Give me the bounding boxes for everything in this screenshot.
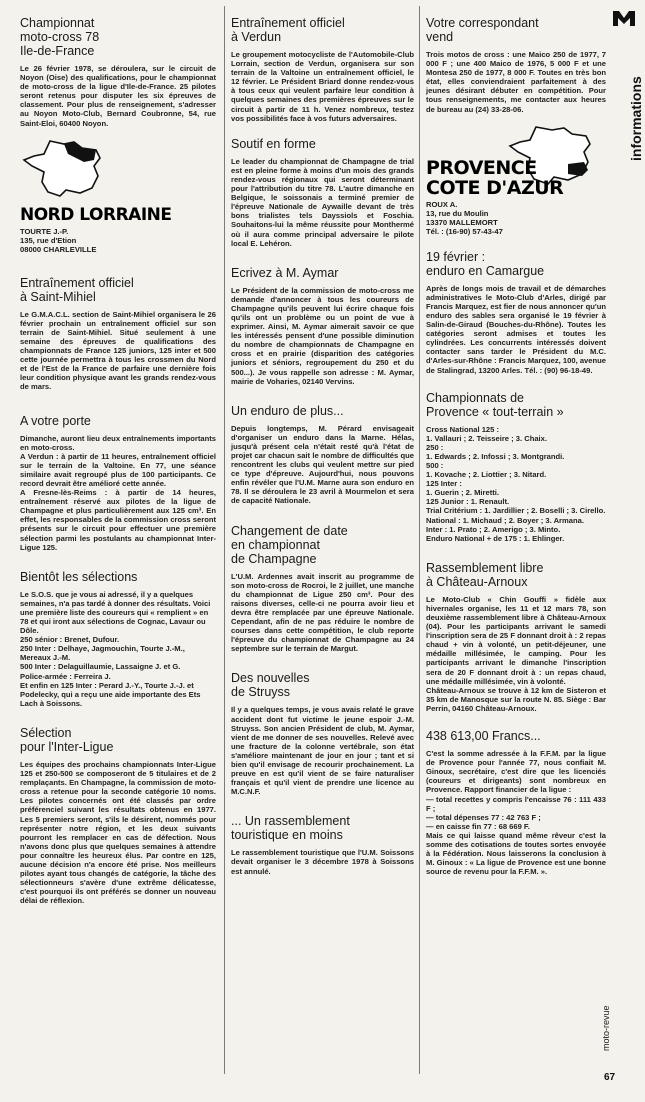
france-map-icon [20,138,112,198]
article-body-verdun: Le groupement motocycliste de l'Automobile-Club Lorrain, section de Verdun, organisera sur son terrain de la Valtoine un entraînement officiel, le 12 février. Le Président Briard donne rendez-vous à tous ceux qui veulent parfaire leur condition à quelques semaines des premières épreuves sur le circuit à partir de 11 h. Venez nombreux, testez vos possibilités face à vos futurs adversaires. [231,50,414,123]
magazine-logo-icon [611,8,637,28]
article-title-francs: 438 613,00 Francs... [426,729,541,744]
page-number: 67 [604,1072,616,1083]
article-body-enduro-de-plus: Depuis longtemps, M. Pérard envisageait d'organiser un enduro dans la Marne. Hélas, jusqu'à présent cela n'était resté qu'à l'état de projet car chacun sait le nombre de difficultés que rencontrent les clubs qui veulent mettre sur pied ce type d'épreuve. Aujourd'hui, nous pouvons enfin révéler que l'U.M. Marne aura son enduro en 78. Il se déroulera le 23 avril à Mourmelon et sera de capacité Nationale. [231,423,414,506]
article-body-aymar: Le Président de la commission de moto-cross me demande d'annoncer à tous les coureurs de Champagne qu'ils peuvent lui écrire chaque fois qu'ils ont un problème ou un point de vue à exprimer. Ainsi, M. Aymar aimerait savoir ce que les intéressés pensent d'une possible diminution du nombre de championnats de Champagne en cross et en prairie (disparition des catégories juniors et séniors, regroupement du 250 et du 500...). Je vous rappelle son adresse : M. Aymar, mairie de Voharies, 02140 Vervins. [231,285,414,386]
article-title-aymar: Ecrivez à M. Aymar [231,265,339,280]
article-body-selections: Le S.O.S. que je vous ai adressé, il y a quelques semaines, n'a pas tardé à donner des résultats. Voici une première liste des coureurs qui « remplient » en 78 et qui iront aux sélections de Cognac, Lavaur ou Dôle. 250 sénior : Brenet, Dufour. 250 Inter : Delhaye, Jagmouchin, Tourte J.-M., Mereaux J.-M. 500 Inter : Delaguillaumie, Lassaigne J. et G. Police-armée : Ferreira J. Et enfin en 125 Inter : Perard J.-Y., Tourte J.-J. et Podelecky, qui a reçu une aide importante des Ets Lach à Soissons. [20,589,211,708]
column-rule [224,6,225,1074]
correspondent-contact: ROUX A. 13, rue du Moulin 13370 MALLEMORT Tél. : (16-90) 57-43-47 [426,199,503,236]
article-title-chateau-arnoux: Rassemblement libre à Château-Arnoux [426,560,544,589]
column-right [426,0,606,886]
column-rule [419,6,420,1074]
article-title-enduro-de-plus: Un enduro de plus... [231,403,344,418]
article-body-championnats-provence: Cross National 125 : 1. Vallauri ; 2. Teisseire ; 3. Chaix. 250 : 1. Edwards ; 2. Infossi ; 3. Montgrandi. 500 : 1. Kovache ; 2. Liottier ; 3. Nitard. 125 Inter : 1. Guerin ; 2. Miretti. 125 Junior : 1. Renault. Trial Critérium : 1. Jardillier ; 2. Boselli ; 3. Cirello. National : 1. Michaud ; 2. Boyer ; 3. Armana. Inter : 1. Prato ; 2. Amerigo ; 3. Minto. Enduro National + de 175 : 1. Ehlinger. [426,424,606,543]
article-title-inter-ligue: Sélection pour l'Inter-Ligue [20,725,114,754]
article-body-changement-date: L'U.M. Ardennes avait inscrit au programme de son moto-cross de Rocroi, le 2 juillet, une manche du championnat de Ligue 250 cm³. Pour des raisons diverses, celle-ci ne pourra avoir lieu et devra être remplacée par une épreuve Nationale. Cependant, afin de ne pas réduire le nombre de courses dans cette compétition, le club reporte l'épreuve du championnat de Champagne au 24 septembre sur le terrain de Margut. [231,571,414,654]
article-title-correspondant-vend: Votre correspondant vend [426,16,539,44]
article-title-selections: Bientôt les sélections [20,569,138,584]
article-body-championnat-ile-de-france: Le 26 février 1978, se déroulera, sur le circuit de Noyon (Oise) des qualifications, pour le championnat de moto-cross de la ligue d'Ile-de-France. 25 pilotes seront retenus pour disputer les six épreuves de classement. Pour plus de renseignement, s'adresser au Noyon Moto-Club, Bernard Coubronne, 54, rue Saint-Eloi, 60400 Noyon. [20,64,216,128]
article-body-a-votre-porte: Dimanche, auront lieu deux entraînements importants en moto-cross. A Verdun : à partir de 11 heures, entraînement officiel sur le terrain de la Valtoine. En 77, une séance similaire avait regroupé plus de 100 participants. Ce record devrait être amélioré cette année. A Fresne-lès-Reims : à partir de 14 heures, entraînement réservé aux pilotes de la ligue de Champagne et plus particulièrement aux 125 cm³. En effet, les responsables de la commission cross seront présents sur le circuit pour effectuer une première sélection parmi les postulants au championnat Inter-Ligue 125. [20,433,216,552]
article-title-rassemblement-en-moins: ... Un rassemblement touristique en moins [231,814,350,843]
article-body-inter-ligue: Les équipes des prochains championnats Inter-Ligue 125 et 250-500 se composeront de 5 titulaires et de 2 remplaçants. En Champagne, la commission de moto-cross a retenue pour la seconde catégorie 10 noms. Les pilotes concernés ont été classés par ordre préférenciel suivant les résultats obtenus en 1977. Les 5 premiers seront, s'ils le désirent, nommés pour représenter notre région, et les deux suivants pourront les remplacer en cas de défection. Nous n'avons donc plus que quelques semaines à attendre pour connaître les heureux élus. Par contre en 125, aucune décision n'a encore été prise. Nos meilleurs pilotes ayant tous changés de catégorie, la tâche des sélectionneurs s'avère d'une extrême délicatesse, c'est pourquoi ils ont préférés se donner un nouveau délai de réflexion. [20,759,216,906]
column-left [20,0,216,915]
article-title-soutif: Soutif en forme [231,136,316,151]
article-body-chateau-arnoux: Le Moto-Club « Chin Gouffi » fidèle aux hivernales organise, les 11 et 12 mars 78, son deuxième rassemblement libre à Château-Arnoux (04). Pour les participants arrivant le samedi l'inscription sera de 25 F donnant droit à : 2 repas chaud + vin à volonté, un petit-déjeuner, une médaille millésimée, le camping. Pour les participants arrivant le dimanche l'inscription sera de 20 F donnant droit à : un repas chaud, une médaille millésimée, vin à volonté. Château-Arnoux se trouve à 12 km de Sisteron et 35 km de Manosque sur la route N. 85. Siège : Bar Perrin, 04160 Château-Arnoux. [426,594,606,713]
article-title-struyss: Des nouvelles de Struyss [231,671,310,700]
article-body-struyss: Il y a quelques temps, je vous avais relaté le grave accident dont fut victime le jeune espoir J.-M. Struyss. Son ancien Président de club, M. Aymar, vient de me donner de ses nouvelles. Relevé avec une fracture de la colonne vertébrale, son état s'améliore maintenant de jour en jour ; tant et si bien qu'il envisage de recourir prochainement. La preuve en est qu'il vient de se faire naturaliser français et qu'il vient de prendre une licence au M.C.N.F. [231,705,414,797]
region-title-nord-lorraine: NORD LORRAINE [20,204,172,225]
article-title-saint-mihiel: Entraînement officiel à Saint-Mihiel [20,275,134,304]
correspondent-contact: TOURTE J.-P. 135, rue d'Etion 08000 CHARLEVILLE [20,226,97,254]
article-title-changement-date: Changement de date en championnat de Champagne [231,523,348,566]
magazine-name-text: moto-revue [601,1005,611,1051]
article-title-a-votre-porte: A votre porte [20,413,91,428]
article-title-championnats-provence: Championnats de Provence « tout-terrain » [426,390,564,419]
magazine-name [596,985,616,1055]
column-middle [231,0,414,886]
article-body-soutif: Le leader du championnat de Champagne de trial est en pleine forme à moins d'un mois des grands rendez-vous régionaux qui seront déterminant pour l'attribution du titre 78. L'autre dimanche en Belgique, le soissonais a terminé premier de l'épreuve Nationale de Aywaille devant de très bons trialistes tels Dayssiols et Foschia. Souhaitons-lui la même réussite pour Monthermé où il aura comme principal adversaire le pilote local E. Lehéron. [231,156,414,248]
article-title-verdun: Entraînement officiel à Verdun [231,16,345,44]
section-label [614,26,642,166]
article-title-championnat-ile-de-france: Championnat moto-cross 78 Ile-de-France [20,16,100,58]
article-body-correspondant-vend: Trois motos de cross : une Maico 250 de 1977, 7 000 F ; une 400 Maico de 1976, 5 000 F et une Montesa 250 de 1977, 8 000 F. Toutes en très bon état, elles conviendraient parfaitement à des jeunes désirant débuter en compétition. Pour tous renseignements, me contacter aux heures de bureau au (24) 33-28-06. [426,50,606,114]
section-label-text: informations [628,76,644,161]
article-body-saint-mihiel: Le G.M.A.C.L. section de Saint-Mihiel organisera le 26 février prochain un entraînement officiel sur son terrain de Saint-Mihiel. Situé seulement à une semaine des épreuves de qualifications des championnats de France 125 juniors, 125 inter et 500 cette journée permettra à tous les crossmen du Nord et de l'Est de la France de parfaire une dernière fois leur condition physique avant les grands rendez-vous de mars. [20,309,216,392]
article-body-enduro-camargue: Après de longs mois de travail et de démarches administratives le Moto-Club d'Arles, dirigé par Francis Marquez, est fier de nous annoncer qu'un enduro des sables sera organisé le 19 février à Salin-de-Giraud (Bouches-du-Rhône). Toutes les catégories seront admises et toutes les cylindrées. Les concurrents intéressés doivent contacter sans tarder le Président du M.C. d'Arles-sur-Rhône : Francis Marquez, 100, avenue de Stalingrad, 13200 Arles. Tél. : (90) 96-18-49. [426,283,606,375]
article-body-rassemblement-en-moins: Le rassemblement touristique que l'U.M. Soissons devait organiser le 3 décembre 1978 à Soissons est annulé. [231,848,414,876]
region-title-provence-cote-d-azur: PROVENCE COTE D'AZUR [426,156,564,199]
article-title-enduro-camargue: 19 février : enduro en Camargue [426,249,545,278]
article-body-francs: C'est la somme adressée à la F.F.M. par la ligue de Provence pour l'année 77, nous confiait M. Ginoux, secrétaire, c'est dire que les licenciés (coureurs et dirigeants) sont nombreux en Provence. Rapport financier de la ligue : — total recettes y compris l'encaisse 76 : 111 433 F ; — total dépenses 77 : 42 763 F ; — en caisse fin 77 : 68 669 F. Mais ce qui laisse quand même rêveur c'est la somme des cotisations de toutes sortes envoyée à la Fédération. Nous laisserons la conclusion à M. Ginoux : « La ligue de Provence est une bonne source de revenu pour la F.F.M. ». [426,749,606,877]
